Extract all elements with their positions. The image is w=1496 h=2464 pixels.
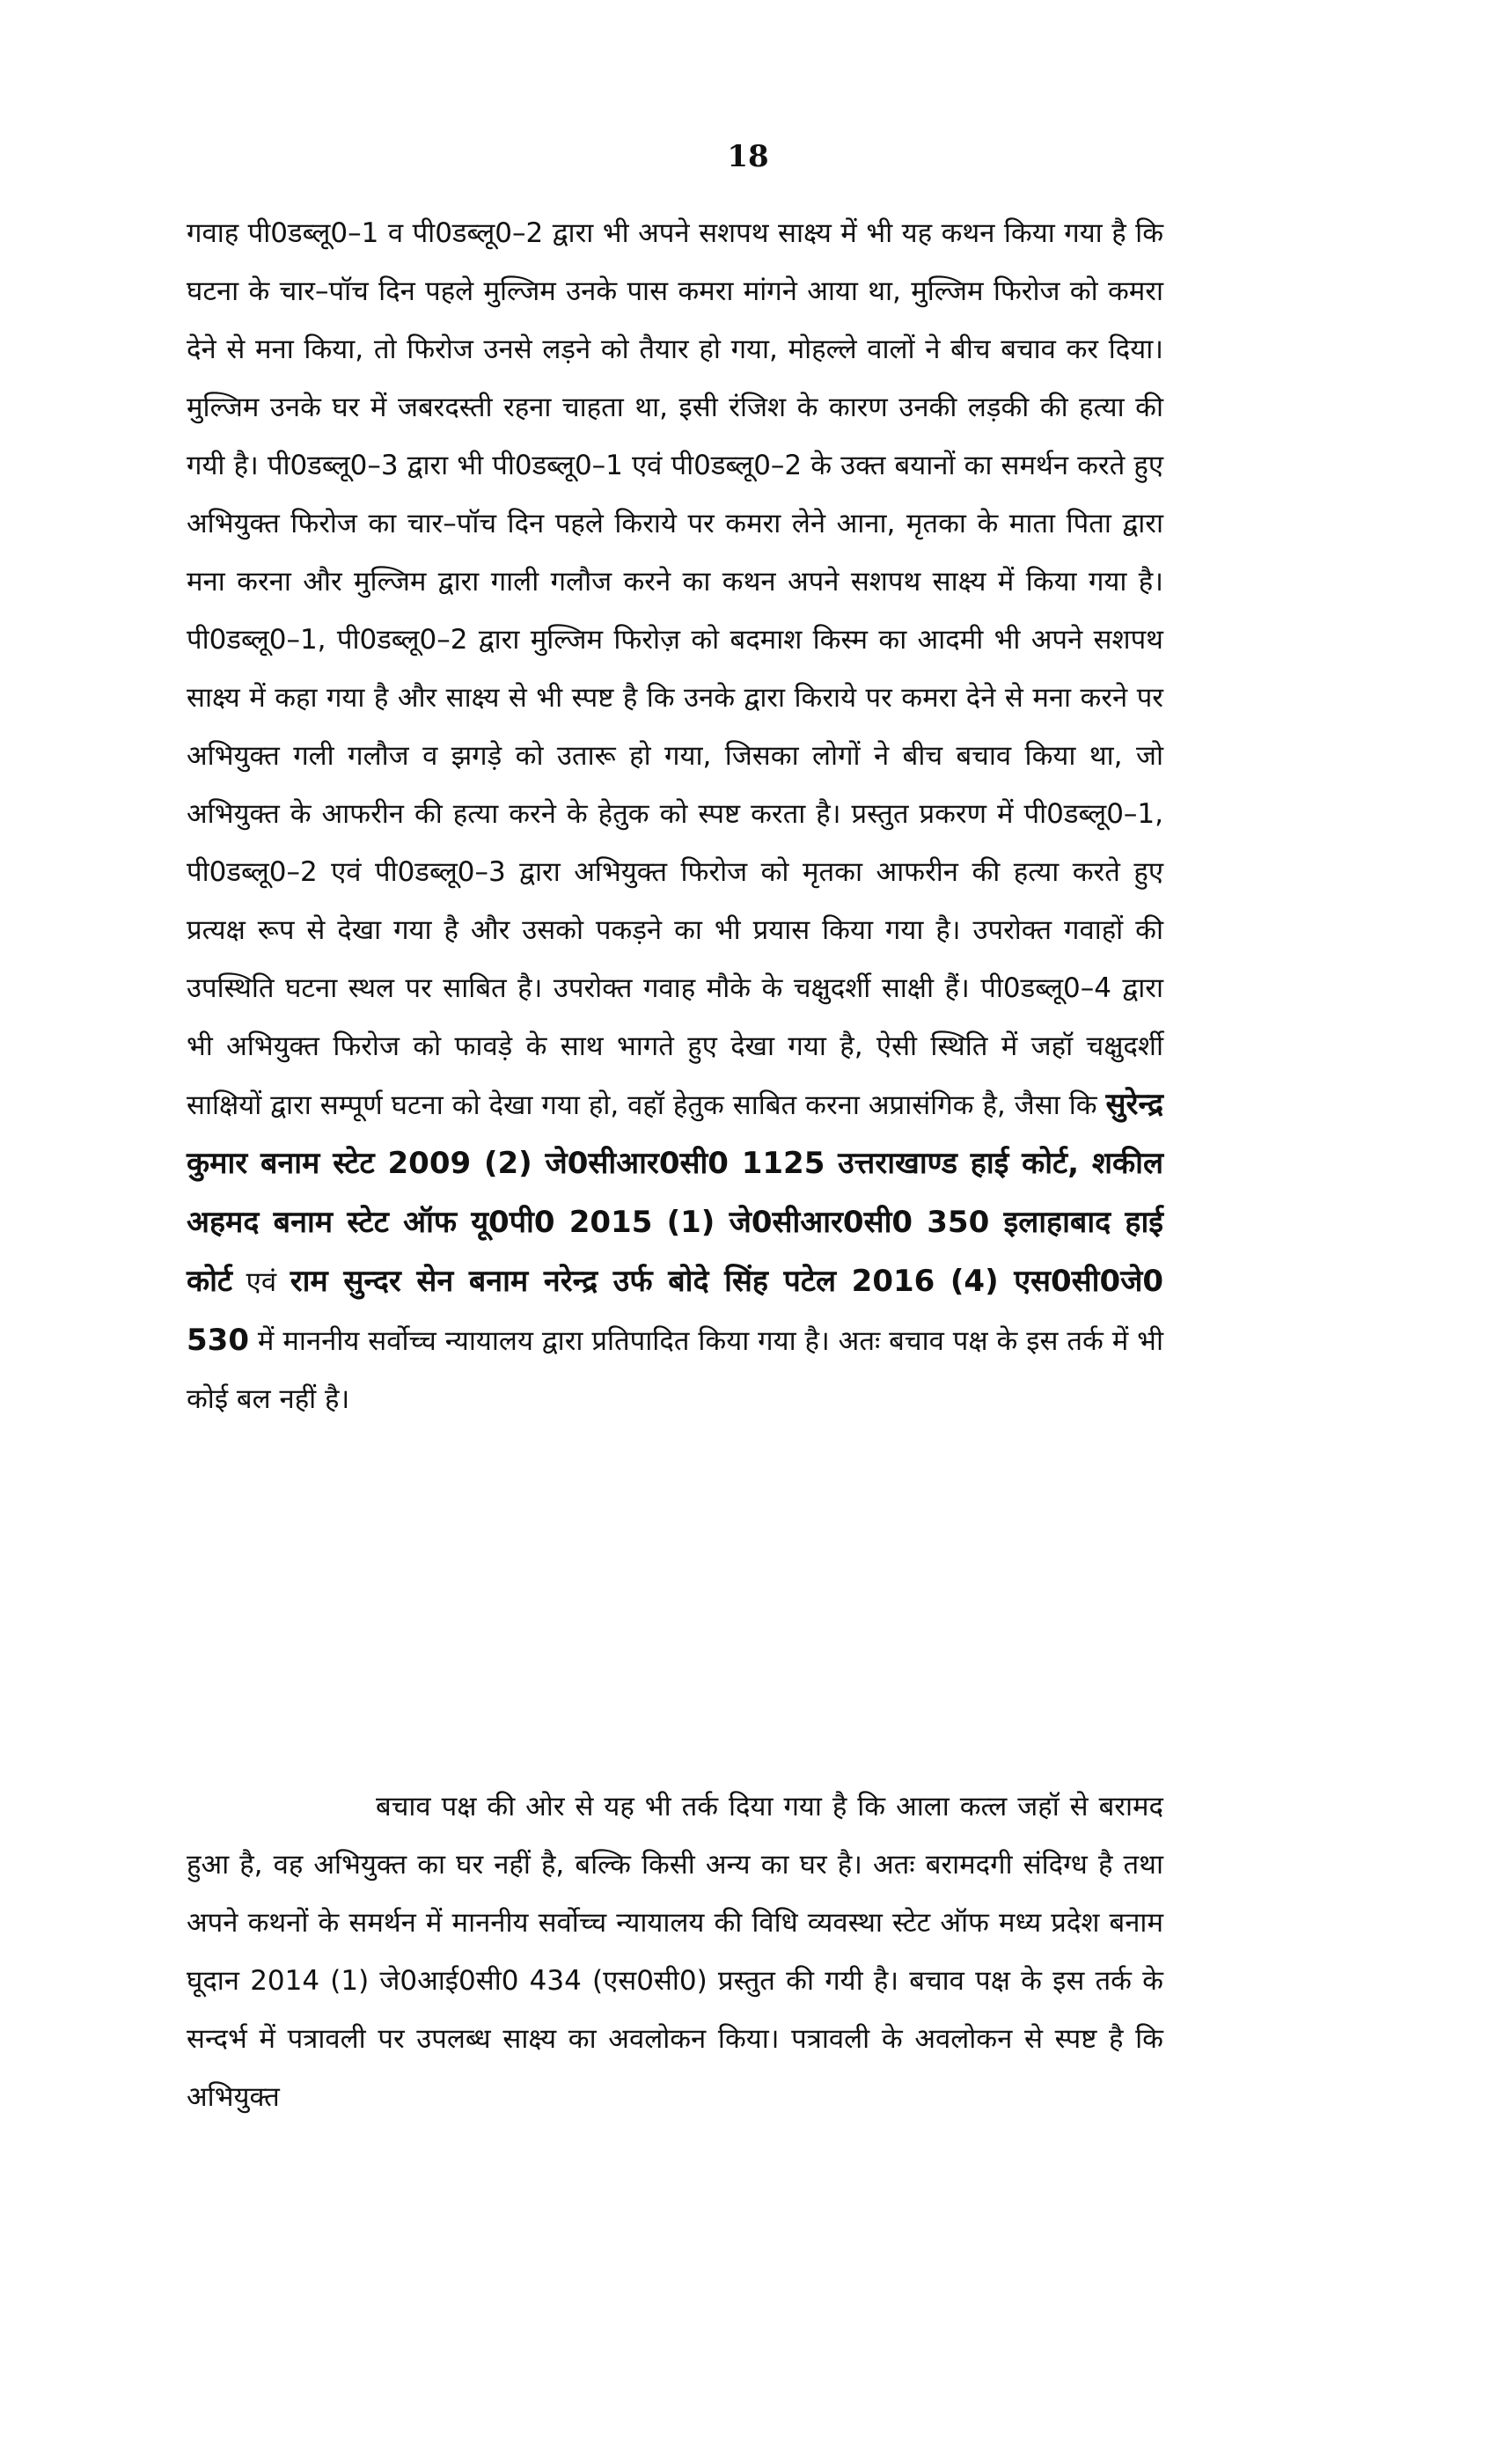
paragraph-defence-argument: बचाव पक्ष की ओर से यह भी तर्क दिया गया है कि आला कत्ल जहॉ से बरामद हुआ है, वह अभियुक्त का घर नहीं है, बल्कि किसी अन्य का घर है। अतः बरामदगी संदिग्ध है तथा अपने कथनों के समर्थन में माननीय सर्वोच्च न्यायालय की विधि व्यवस्था स्टेट ऑफ मध्य प्रदेश बनाम घूदान 2014 (1) जे0आई0सी0 434 (एस0सी0) प्रस्तुत की गयी है। बचाव पक्ष के इस तर्क के सन्दर्भ में पत्रावली पर उपलब्ध साक्ष्य का अवलोकन किया। पत्रावली के अवलोकन से स्पष्ट है कि अभियुक्त [187,1791,1163,2113]
citation-connector: एवं [232,1266,290,1298]
bold-citation-2: राम सुन्दर सेन बनाम नरेन्द्र उर्फ बोदे सिंह पटेल 2016 (4) एस0सी0जे0 530 [187,1264,1163,1358]
paragraph-text-before-citation: गवाह पी0डब्लू0–1 व पी0डब्लू0–2 द्वारा भी अपने सशपथ साक्ष्य में भी यह कथन किया गया है कि घटना के चार–पॉच दिन पहले मुल्जिम उनके पास कमरा मांगने आया था, मुल्जिम फिरोज को कमरा देने से मना किया, तो फिरोज उनसे लड़ने को तैयार हो गया, मोहल्ले वालों ने बीच बचाव कर दिया। मुल्जिम उनके घर में जबरदस्ती रहना चाहता था, इसी रंजिश के कारण उनकी लड़की की हत्या की गयी है। पी0डब्लू0–3 द्वारा भी पी0डब्लू0–1 एवं पी0डब्लू0–2 के उक्त बयानों का समर्थन करते हुए अभियुक्त फिरोज का चार–पॉच दिन पहले किराये पर कमरा लेने आना, मृतका के माता पिता द्वारा मना करना और मुल्जिम द्वारा गाली गलौज करने का कथन अपने सशपथ साक्ष्य में किया गया है। पी0डब्लू0–1, पी0डब्लू0–2 द्वारा मुल्जिम फिरोज़ को बदमाश किस्म का आदमी भी अपने सशपथ साक्ष्य में कहा गया है और साक्ष्य से भी स्पष्ट है कि उनके द्वारा किराये पर कमरा देने से मना करने पर अभियुक्त गली गलौज व झगड़े को उतारू हो गया, जिसका लोगों ने बीच बचाव किया था, जो अभियुक्त के आफरीन की हत्या करने के हेतुक को स्पष्ट करता है। प्रस्तुत प्रकरण में पी0डब्लू0–1, पी0डब्लू0–2 एवं पी0डब्लू0–3 द्वारा अभियुक्त फिरोज को मृतका आफरीन की हत्या करते हुए प्रत्यक्ष रूप से देखा गया है और उसको पकड़ने का भी प्रयास किया गया है। उपरोक्त गवाहों की उपस्थिति घटना स्थल पर साबित है। उपरोक्त गवाह मौके के चक्षुदर्शी साक्षी हैं। पी0डब्लू0–4 द्वारा भी अभियुक्त फिरोज को फावड़े के साथ भागते हुए देखा गया है, ऐसी स्थिति में जहॉ चक्षुदर्शी साक्षियों द्वारा सम्पूर्ण घटना को देखा गया हो, वहॉ हेतुक साबित करना अप्रासंगिक है, जैसा कि [187,217,1163,1121]
paragraph-witness-testimony [187,204,1163,1428]
bold-citation-1: सुरेन्द्र कुमार बनाम स्टेट 2009 (2) जे0सीआर0सी0 1125 उत्तराखाण्ड हाई कोर्ट, शकील अहमद बनाम स्टेट ऑफ यू0पी0 2015 (1) जे0सीआर0सी0 350 इलाहाबाद हाई कोर्ट [187,1087,1163,1299]
page-number: 18 [727,139,769,174]
paragraph-text-after-citation: में माननीय सर्वोच्च न्यायालय द्वारा प्रतिपादित किया गया है। अतः बचाव पक्ष के इस तर्क में भी कोई बल नहीं है। [187,1325,1163,1415]
